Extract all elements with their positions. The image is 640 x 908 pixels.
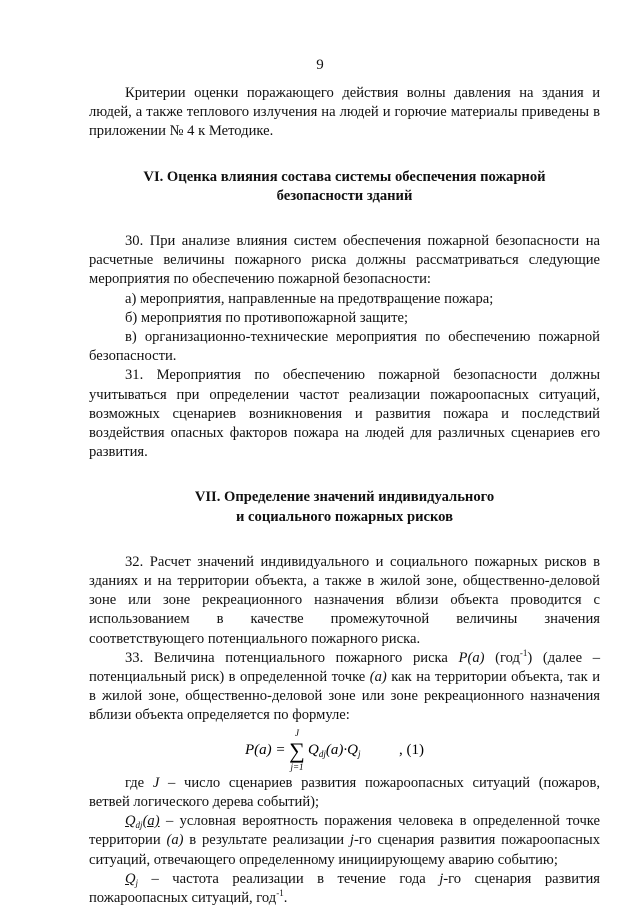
list-item-a: а) мероприятия, направленные на предотвращение пожара; [125, 290, 494, 307]
paragraph-31: 31. Мероприятия по обеспечению пожарной безопасности должны учитываться при определении частот реализации пожароопасных ситуаций, возможных сценариев возникновения и развития пожара и последствий воздействия опасных факторов пожара на людей для различных сценариев его развития. [89, 367, 600, 461]
formula-sum-bottom: j=1 [289, 761, 304, 772]
page-content [89, 84, 600, 908]
definition-Qj: $Q_j$ – частота реализации в течение года j-го сценария развития пожароопасных ситуаций, год$^{-1}$. [89, 870, 600, 906]
paragraph-32: 32. Расчет значений индивидуального и социального пожарных рисков в зданиях и на территории объекта, а также в жилой зоне, общественно-деловой зоне или зоне рекреационного назначения вблизи объекта проводится с использованием в качестве промежуточной величины значения соответствующего потенциального пожарного риска. [89, 553, 600, 647]
section-7-title-line-1: VII. Определение значений индивидуального [194, 489, 495, 506]
list-item-c: в) организационно-технические мероприятия по обеспечению пожарной безопасности. [89, 329, 600, 365]
formula-sum-top: J [294, 727, 299, 738]
formula-lhs: P(a) = [244, 741, 286, 758]
formula-graphic [245, 726, 445, 774]
section-6-title: VI. Оценка влияния состава системы обеспечения пожарной безопасности зданий [143, 168, 546, 204]
formula-term: $Q_{dj}(a)\cdot Q_j$ [307, 741, 360, 759]
formula-1 [89, 726, 600, 774]
paragraph-33: 33. Величина потенциального пожарного риска P(a) (год$^{-1}$) (далее – потенциальный риск) в определенной точке (a) как на территории объекта, так и в жилой зоне, общественно-деловой зоне или зоне рекреационного назначения вблизи объекта определяется по формуле: [89, 647, 601, 724]
formula-number: , (1) [398, 741, 424, 758]
section-7-title-line-2: и социального пожарных рисков [235, 508, 453, 525]
intro-paragraph: Критерии оценки поражающего действия волны давления на здания и людей, а также теплового излучения на людей и горючие материалы приведены в приложении № 4 к Методике. [89, 85, 600, 140]
paragraph-30: 30. При анализе влияния систем обеспечения пожарной безопасности на расчетные величины пожарного риска должны рассматриваться следующие мероприятия по обеспечению пожарной безопасности: [89, 233, 600, 288]
definition-J: где J – число сценариев развития пожароопасных ситуаций (пожаров, ветвей логического дерева событий); [89, 774, 600, 810]
formula-sum-sign: ∑ [288, 737, 305, 763]
definition-Qdj: $Q_{dj}(a)$ – условная вероятность поражения человека в определенной точке территории (a) в результате реализации j-го сценария развития пожароопасных ситуаций, отвечающего определенному инициирующему аварию событию; [89, 813, 600, 868]
list-item-b: б) мероприятия по противопожарной защите; [125, 309, 409, 326]
page-number: 9 [316, 57, 324, 73]
